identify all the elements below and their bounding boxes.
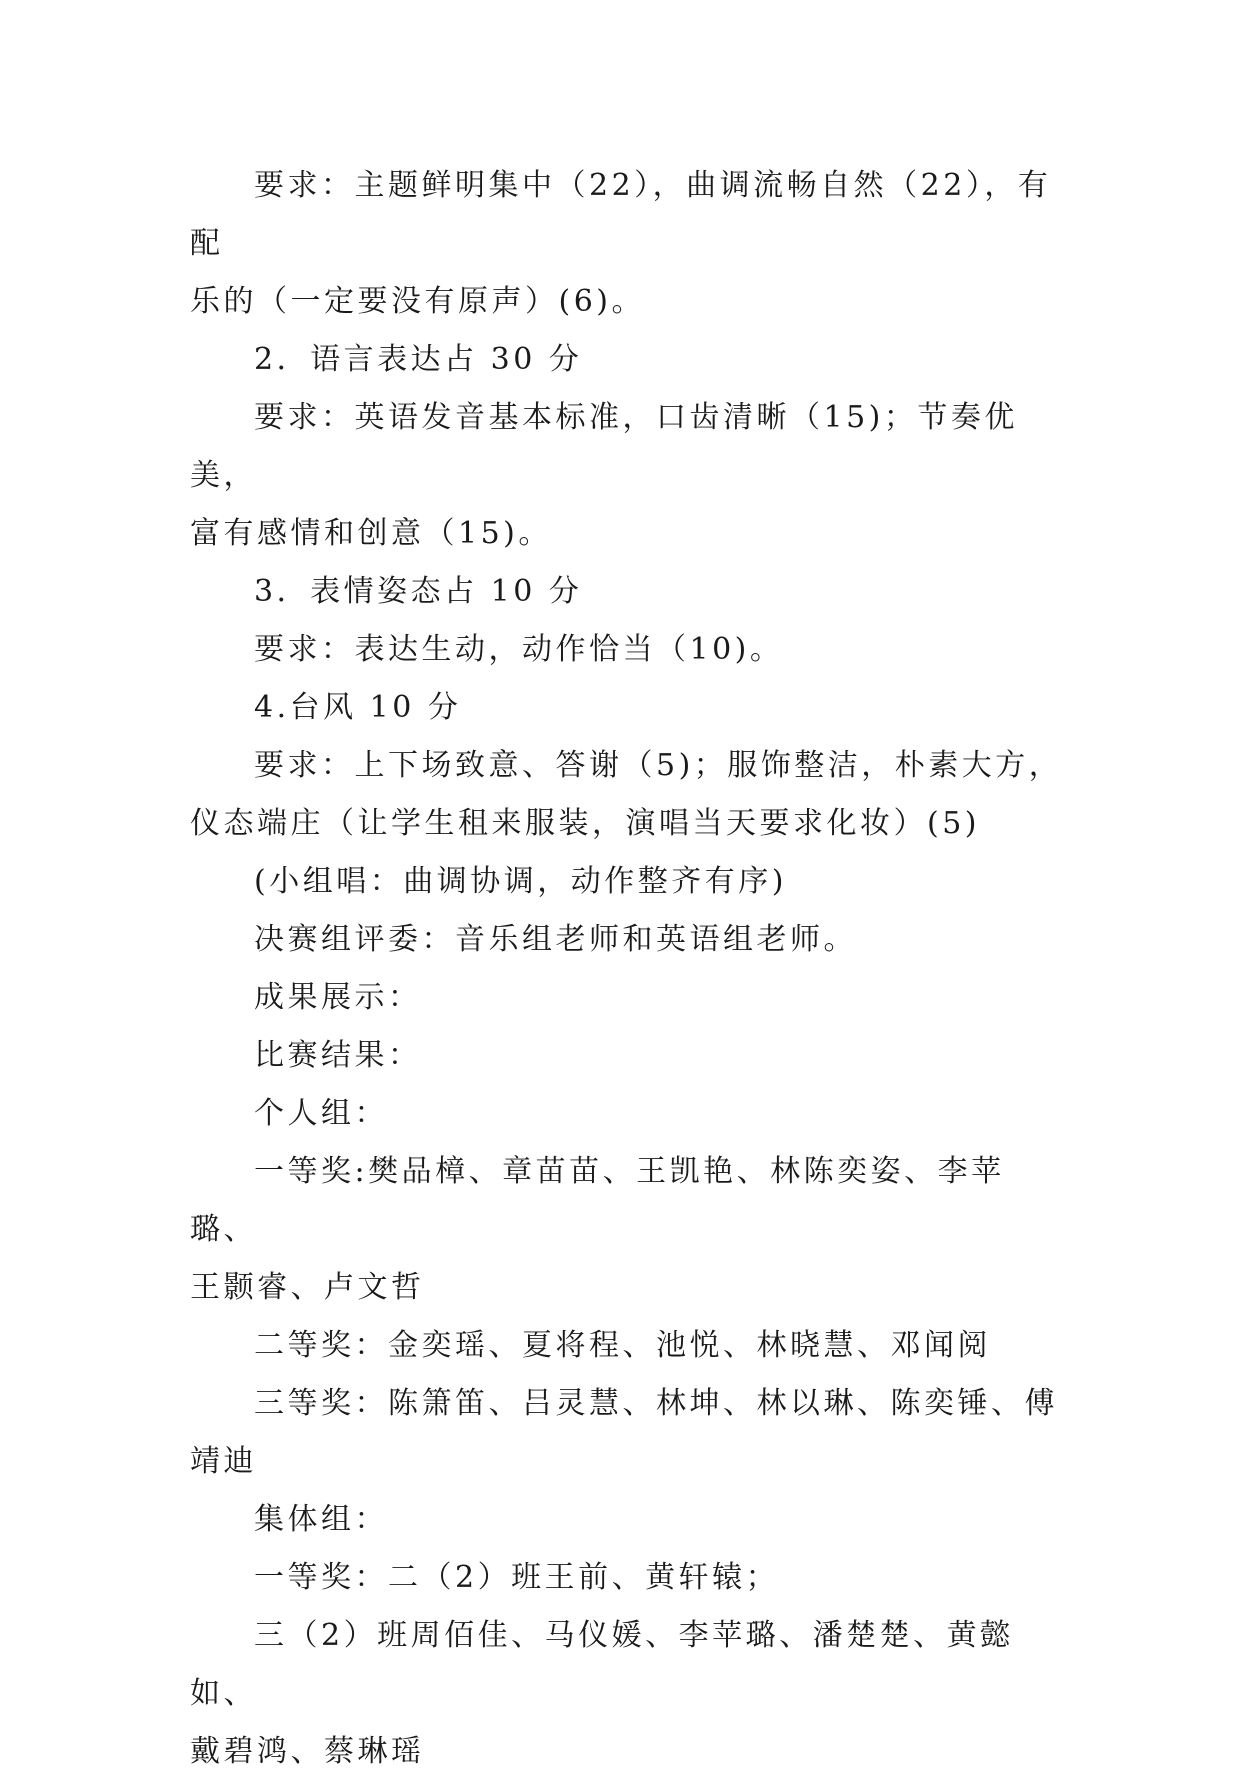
paragraph-stage-heading <box>190 679 1070 737</box>
paragraph-line: 一等奖:樊品樟、章苗苗、王凯艳、林陈奕姿、李苹璐、 <box>190 1154 1005 1247</box>
paragraph-competition-results <box>190 1027 1070 1085</box>
paragraph-individual-group <box>190 1085 1070 1143</box>
paragraph-line: 比赛结果： <box>254 1038 422 1073</box>
paragraph-line: 个人组： <box>254 1096 388 1131</box>
paragraph-line: 要求：上下场致意、答谢（5)；服饰整洁，朴素大方， <box>254 748 1063 783</box>
paragraph-line: 3．表情姿态占 10 分 <box>254 574 583 609</box>
paragraph-language-requirements <box>190 389 1070 563</box>
paragraph-line: 戴碧鸿、蔡琳瑶 <box>190 1734 425 1769</box>
paragraph-expression-requirements <box>190 621 1070 679</box>
paragraph-line: 2．语言表达占 30 分 <box>254 342 583 377</box>
paragraph-line: 靖迪 <box>190 1444 257 1479</box>
paragraph-line: 二等奖：金奕瑶、夏将程、池悦、林晓慧、邓闻阅 <box>254 1328 991 1363</box>
paragraph-line: 三等奖：陈箫笛、吕灵慧、林坤、林以琳、陈奕锤、傅 <box>254 1386 1058 1421</box>
paragraph-individual-third-prize <box>190 1375 1070 1491</box>
paragraph-line: 4.台风 10 分 <box>254 690 462 725</box>
paragraph-music-requirements <box>190 157 1070 331</box>
paragraph-stage-requirements <box>190 737 1070 853</box>
paragraph-line: 仪态端庄（让学生租来服装，演唱当天要求化妆）(5) <box>190 806 980 841</box>
paragraph-individual-second-prize <box>190 1317 1070 1375</box>
paragraph-collective-class-3-2 <box>190 1607 1070 1781</box>
paragraph-line: 三（2）班周佰佳、马仪媛、李苹璐、潘楚楚、黄懿如、 <box>190 1618 1014 1711</box>
paragraph-collective-first-prize <box>190 1549 1070 1607</box>
paragraph-line: 要求：主题鲜明集中（22），曲调流畅自然（22），有配 <box>190 168 1052 261</box>
paragraph-line: 王颢睿、卢文哲 <box>190 1270 425 1305</box>
document-body <box>190 157 1070 1781</box>
paragraph-line: 要求：英语发音基本标准，口齿清晰（15)；节奏优美， <box>190 400 1018 493</box>
paragraph-line: (小组唱：曲调协调，动作整齐有序) <box>254 864 787 899</box>
paragraph-line: 决赛组评委：音乐组老师和英语组老师。 <box>254 922 857 957</box>
paragraph-individual-first-prize <box>190 1143 1070 1317</box>
paragraph-line: 一等奖：二（2）班王前、黄轩辕； <box>254 1560 780 1595</box>
paragraph-group-singing <box>190 853 1070 911</box>
paragraph-collective-group <box>190 1491 1070 1549</box>
paragraph-line: 要求：表达生动，动作恰当（10)。 <box>254 632 784 667</box>
paragraph-language-heading <box>190 331 1070 389</box>
paragraph-line: 富有感情和创意（15)。 <box>190 516 552 551</box>
paragraph-line: 集体组： <box>254 1502 388 1537</box>
paragraph-expression-heading <box>190 563 1070 621</box>
paragraph-judges <box>190 911 1070 969</box>
paragraph-line: 成果展示： <box>254 980 422 1015</box>
paragraph-results-display <box>190 969 1070 1027</box>
paragraph-line: 乐的（一定要没有原声）(6)。 <box>190 284 645 319</box>
